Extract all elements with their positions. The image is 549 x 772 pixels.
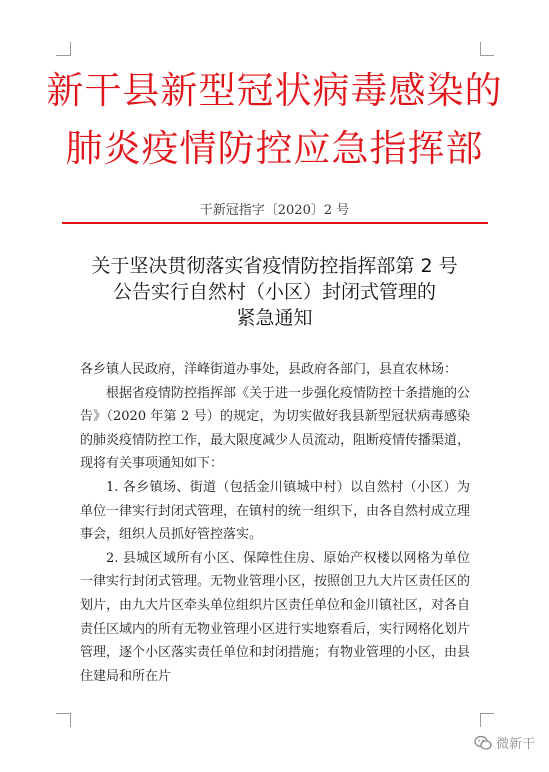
- crop-mark-bottom-left-h: [56, 713, 70, 714]
- crop-mark-top-left-v: [70, 42, 71, 56]
- document-number: 干新冠指字〔2020〕2 号: [199, 203, 350, 218]
- red-separator-line: [62, 222, 488, 224]
- intro-paragraph: 根据省疫情防控指挥部《关于进一步强化疫情防控十条措施的公告》（2020 年第 2 号）的规定，为切实做好我县新型冠状病毒感染的肺炎疫情防控工作，最大限度减少人员流动，阻断疫情传播渠道，现将有关事项通知如下：: [80, 385, 471, 472]
- crop-mark-top-right-h: [480, 55, 494, 56]
- notice-title-line-1: 关于坚决贯彻落实省疫情防控指挥部第 2 号: [91, 255, 458, 277]
- crop-mark-bottom-left-v: [70, 713, 71, 727]
- item-1-paragraph: 1. 各乡镇场、街道（包括金川镇城中村）以自然村（小区）为单位一律实行封闭式管理，在镇村的统一组织下，由各自然村成立理事会，组织人员抓好管控落实。: [80, 479, 471, 543]
- crop-mark-top-right-v: [480, 42, 481, 56]
- notice-title-line-3: 紧急通知: [236, 307, 313, 329]
- salutation: 各乡镇人民政府，洋峰街道办事处，县政府各部门，县直农林场：: [80, 362, 458, 377]
- item-2-paragraph: 2. 县城区域所有小区、保障性住房、原始产权楼以网格为单位一律实行封闭式管理。无物业管理小区，按照创卫九大片区责任区的划片，由九大片区牵头单位组织片区责任单位和金川镇社区，对各自责任区域内的所有无物业管理小区进行实地察看后，实行网格化划片管理，逐个小区落实责任单位和封闭措施；有物业管理的小区，由县住建局和所在片: [80, 550, 471, 684]
- notice-body: [80, 358, 470, 688]
- org-title-line-2: 肺炎疫情防控应急指挥部: [65, 127, 484, 170]
- crop-mark-bottom-right-h: [480, 713, 494, 714]
- wechat-watermark: [474, 733, 535, 752]
- notice-title-line-2: 公告实行自然村（小区）封闭式管理的: [112, 281, 436, 303]
- org-title-line-1: 新干县新型冠状病毒感染的: [46, 69, 503, 112]
- notice-title: [0, 253, 549, 331]
- crop-mark-top-left-h: [56, 55, 70, 56]
- issuing-organization-title: [0, 62, 549, 178]
- watermark-label: 微新干: [495, 737, 535, 752]
- wechat-icon: [474, 735, 492, 751]
- crop-mark-bottom-right-v: [480, 713, 481, 727]
